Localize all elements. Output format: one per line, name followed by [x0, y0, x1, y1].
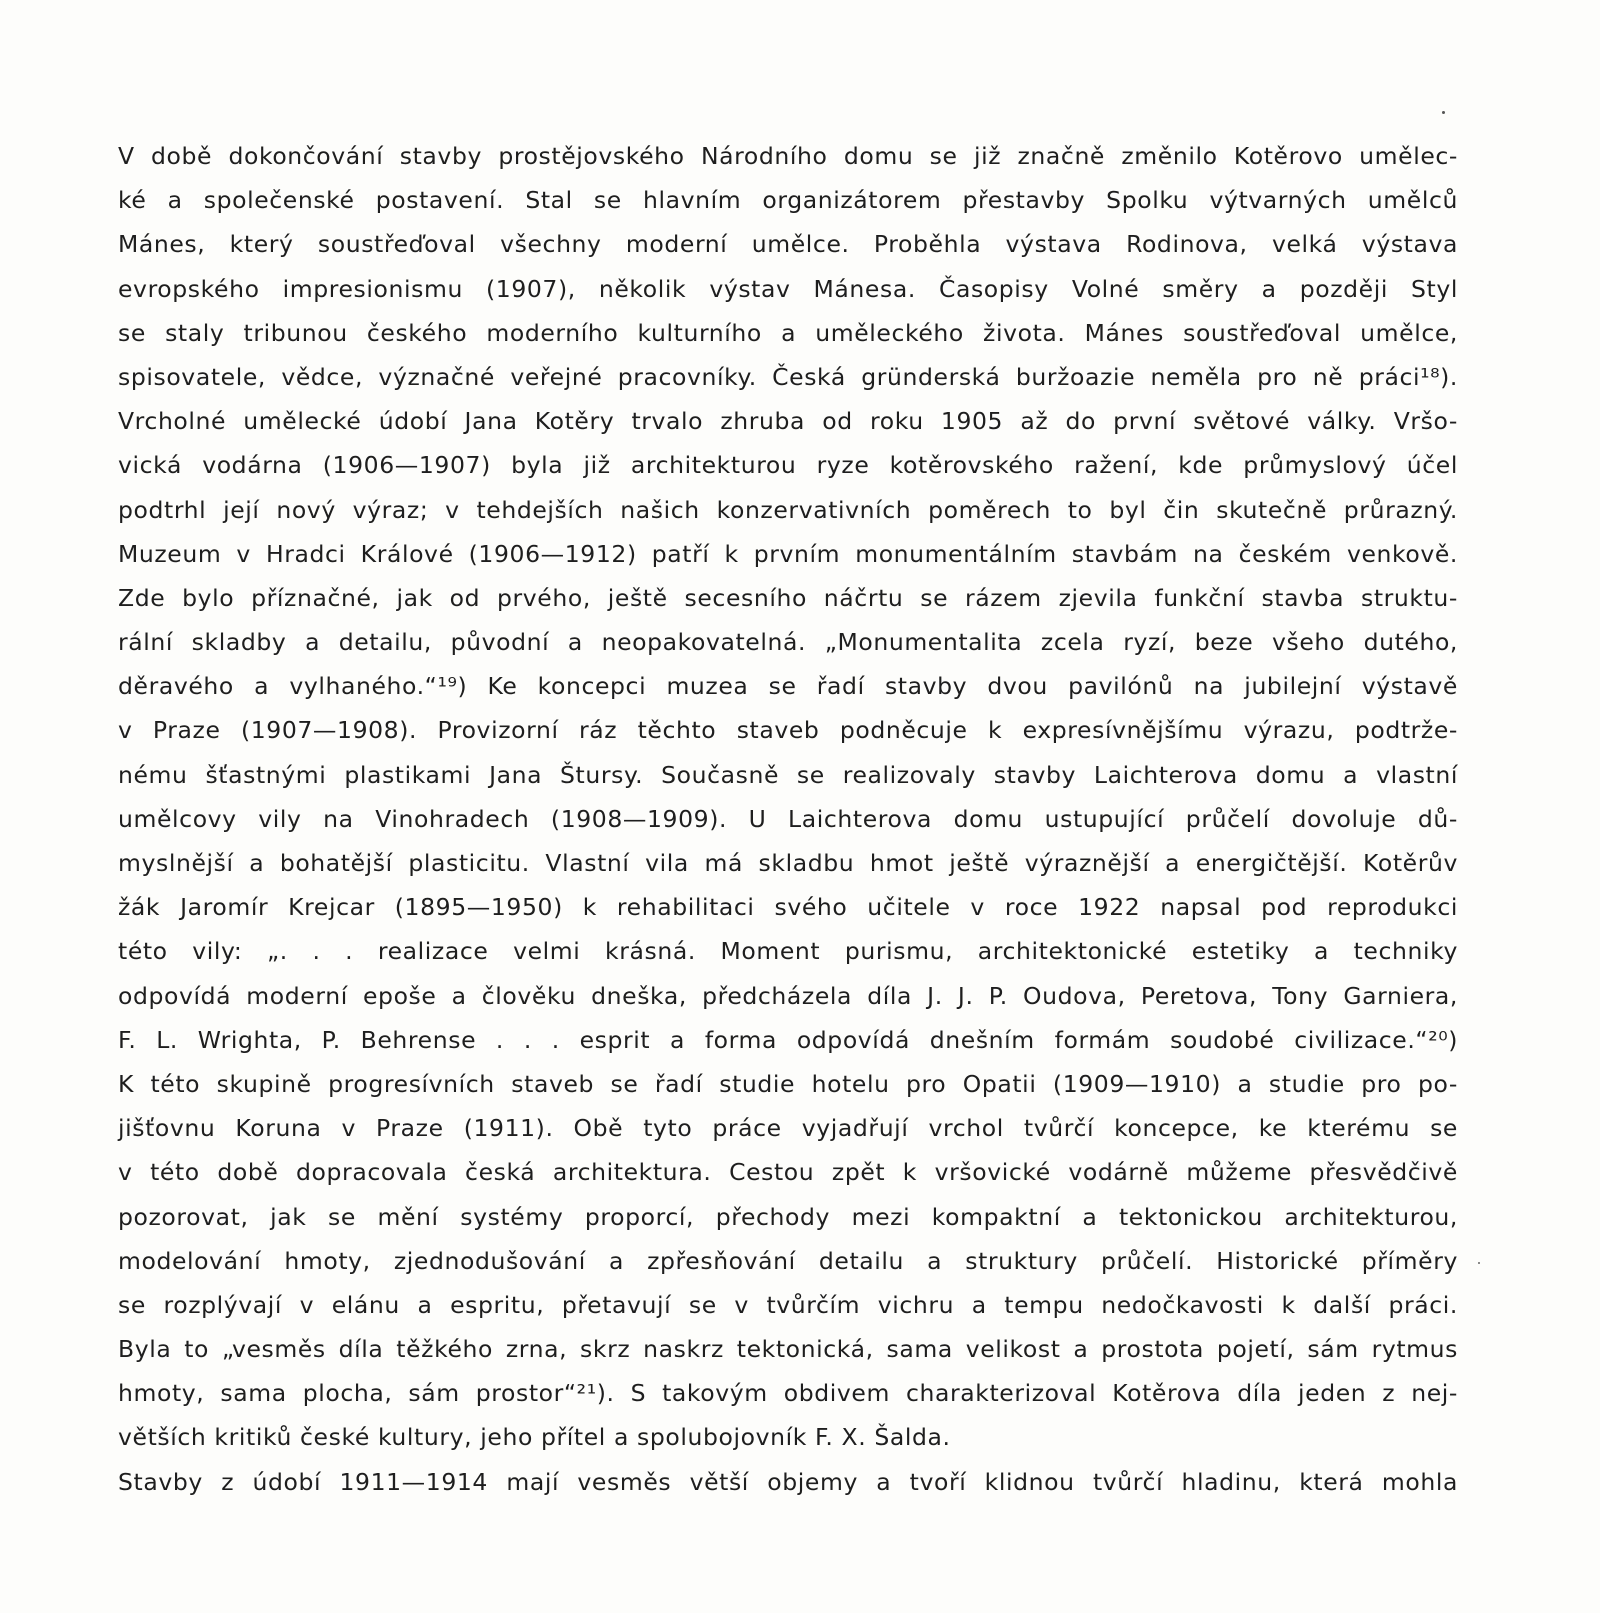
- text-line: děravého a vylhaného.“¹⁹) Ke koncepci muzea se řadí stavby dvou pavilónů na jubilejní výstavě: [118, 672, 1458, 701]
- text-line: umělcovy vily na Vinohradech (1908—1909). U Laichterova domu ustupující průčelí dovoluje dů-: [118, 804, 1458, 833]
- text-line: F. L. Wrighta, P. Behrense . . . esprit a forma odpovídá dnešním formám soudobé civilizace.“²⁰): [118, 1025, 1458, 1054]
- text-line: v Praze (1907—1908). Provizorní ráz těchto staveb podněcuje k expresívnějšímu výrazu, podtrže-: [118, 716, 1458, 745]
- text-line: myslnější a bohatější plasticitu. Vlastní vila má skladbu hmot ještě výraznější a energičtější. Kotěrův: [118, 849, 1458, 877]
- text-line: nému šťastnými plastikami Jana Štursy. Současně se realizovaly stavby Laichterova domu a vlastní: [118, 760, 1458, 789]
- text-line: Stavby z údobí 1911—1914 mají vesměs větší objemy a tvoří klidnou tvůrčí hladinu, která mohla: [118, 1467, 1458, 1496]
- text-line: se staly tribunou českého moderního kulturního a uměleckého života. Mánes soustřeďoval umělce,: [118, 318, 1458, 347]
- text-line: Muzeum v Hradci Králové (1906—1912) patří k prvním monumentálním stavbám na českém venkově.: [118, 539, 1458, 568]
- text-line: odpovídá moderní epoše a člověku dneška, předcházela díla J. J. P. Oudova, Peretova, Tony Garniera,: [118, 981, 1458, 1010]
- text-line: této vily: „. . . realizace velmi krásná. Moment purismu, architektonické estetiky a techniky: [118, 937, 1458, 966]
- text-line: pozorovat, jak se mění systémy proporcí, přechody mezi kompaktní a tektonickou architekturou,: [118, 1202, 1458, 1231]
- text-line: se rozplývají v elánu a espritu, přetavují se v tvůrčím vichru a tempu nedočkavosti k další práci.: [118, 1290, 1458, 1319]
- text-line: ké a společenské postavení. Stal se hlavním organizátorem přestavby Spolku výtvarných umělců: [118, 186, 1458, 215]
- text-line: Vrcholné umělecké údobí Jana Kotěry trvalo zhruba od roku 1905 až do první světové války. Vršo-: [118, 407, 1458, 436]
- text-line: Mánes, který soustřeďoval všechny moderní umělce. Proběhla výstava Rodinova, velká výstava: [118, 230, 1458, 259]
- text-line: větších kritiků české kultury, jeho přítel a spolubojovník F. X. Šalda.: [118, 1423, 951, 1452]
- text-line: rální skladby a detailu, původní a neopakovatelná. „Monumentalita zcela ryzí, beze všeho dutého,: [118, 628, 1458, 657]
- text-line: Zde bylo příznačné, jak od prvého, ještě secesního náčrtu se rázem zjevila funkční stavba struktu-: [118, 583, 1458, 612]
- text-line: K této skupině progresívních staveb se řadí studie hotelu pro Opatii (1909—1910) a studie pro po-: [118, 1069, 1458, 1098]
- text-line: vická vodárna (1906—1907) byla již architekturou ryze kotěrovského ražení, kde průmyslový účel: [118, 451, 1458, 480]
- text-line: jišťovnu Koruna v Praze (1911). Obě tyto práce vyjadřují vrchol tvůrčí koncepce, ke kterému se: [118, 1114, 1458, 1143]
- text-line: spisovatele, vědce, význačné veřejné pracovníky. Česká gründerská buržoazie neměla pro ně práci¹⁸).: [118, 362, 1458, 391]
- text-line: žák Jaromír Krejcar (1895—1950) k rehabilitaci svého učitele v roce 1922 napsal pod reprodukci: [118, 893, 1458, 922]
- text-line: evropského impresionismu (1907), několik výstav Mánesa. Časopisy Volné směry a později Styl: [118, 274, 1458, 303]
- text-line: podtrhl její nový výraz; v tehdejších našich konzervativních poměrech to byl čin skutečně průrazný.: [118, 495, 1458, 524]
- text-line: hmoty, sama plocha, sám prostor“²¹). S takovým obdivem charakterizoval Kotěrova díla jeden z nej-: [118, 1379, 1458, 1408]
- text-line: Byla to „vesměs díla těžkého zrna, skrz naskrz tektonická, sama velikost a prostota pojetí, sám rytmus: [118, 1335, 1458, 1364]
- dust-speck: [1478, 1262, 1480, 1264]
- body-text: [118, 134, 1458, 1504]
- text-line: V době dokončování stavby prostějovského Národního domu se již značně změnilo Kotěrovo umělec-: [118, 142, 1458, 170]
- text-line: v této době dopracovala česká architektura. Cestou zpět k vršovické vodárně můžeme přesvědčivě: [118, 1158, 1458, 1187]
- text-line: modelování hmoty, zjednodušování a zpřesňování detailu a struktury průčelí. Historické příměry: [118, 1246, 1458, 1275]
- dust-speck: [1442, 111, 1445, 114]
